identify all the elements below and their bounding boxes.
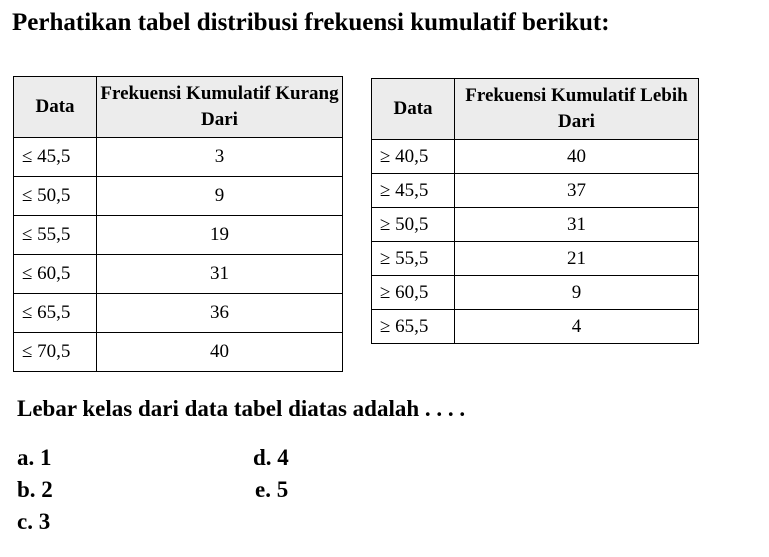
table-row [14,294,343,333]
frequency-cell: 36 [97,294,343,333]
table-row [14,216,343,255]
frequency-cell: 4 [455,310,699,344]
question-text: Lebar kelas dari data tabel diatas adalah . . . . [17,396,466,421]
table-row [372,242,699,276]
frequency-cell: 31 [455,208,699,242]
cumulative-less-than-table [13,76,343,372]
frequency-cell: 9 [455,276,699,310]
cumulative-more-than-table [371,78,699,344]
frequency-cell: 37 [455,174,699,208]
table-row [372,140,699,174]
frequency-cell: 40 [455,140,699,174]
frequency-cell: 9 [97,177,343,216]
header-frequency-more-than: Frekuensi Kumulatif Lebih Dari [455,79,699,140]
table-row [14,333,343,372]
frequency-cell: 31 [97,255,343,294]
frequency-cell: 21 [455,242,699,276]
data-cell: ≤ 55,5 [14,216,97,255]
table-row [372,310,699,344]
data-cell: ≥ 45,5 [372,174,455,208]
table-row [372,208,699,242]
header-data: Data [14,77,97,138]
frequency-cell: 3 [97,138,343,177]
data-cell: ≥ 65,5 [372,310,455,344]
table-row [14,177,343,216]
data-cell: ≤ 60,5 [14,255,97,294]
data-cell: ≥ 40,5 [372,140,455,174]
data-cell: ≤ 50,5 [14,177,97,216]
frequency-cell: 19 [97,216,343,255]
table-row [372,276,699,310]
option-e[interactable]: e. 5 [255,477,289,502]
table-row [14,255,343,294]
header-data: Data [372,79,455,140]
data-cell: ≤ 70,5 [14,333,97,372]
header-frequency-less-than: Frekuensi Kumulatif Kurang Dari [97,77,343,138]
data-cell: ≥ 50,5 [372,208,455,242]
table-row [372,174,699,208]
data-cell: ≥ 55,5 [372,242,455,276]
option-c[interactable]: c. 3 [17,509,51,534]
frequency-cell: 40 [97,333,343,372]
data-cell: ≥ 60,5 [372,276,455,310]
table-row [14,138,343,177]
data-cell: ≤ 65,5 [14,294,97,333]
option-b[interactable]: b. 2 [17,477,53,502]
data-cell: ≤ 45,5 [14,138,97,177]
option-a[interactable]: a. 1 [17,445,52,470]
question-intro: Perhatikan tabel distribusi frekuensi kumulatif berikut: [12,9,610,36]
option-d[interactable]: d. 4 [253,445,289,470]
